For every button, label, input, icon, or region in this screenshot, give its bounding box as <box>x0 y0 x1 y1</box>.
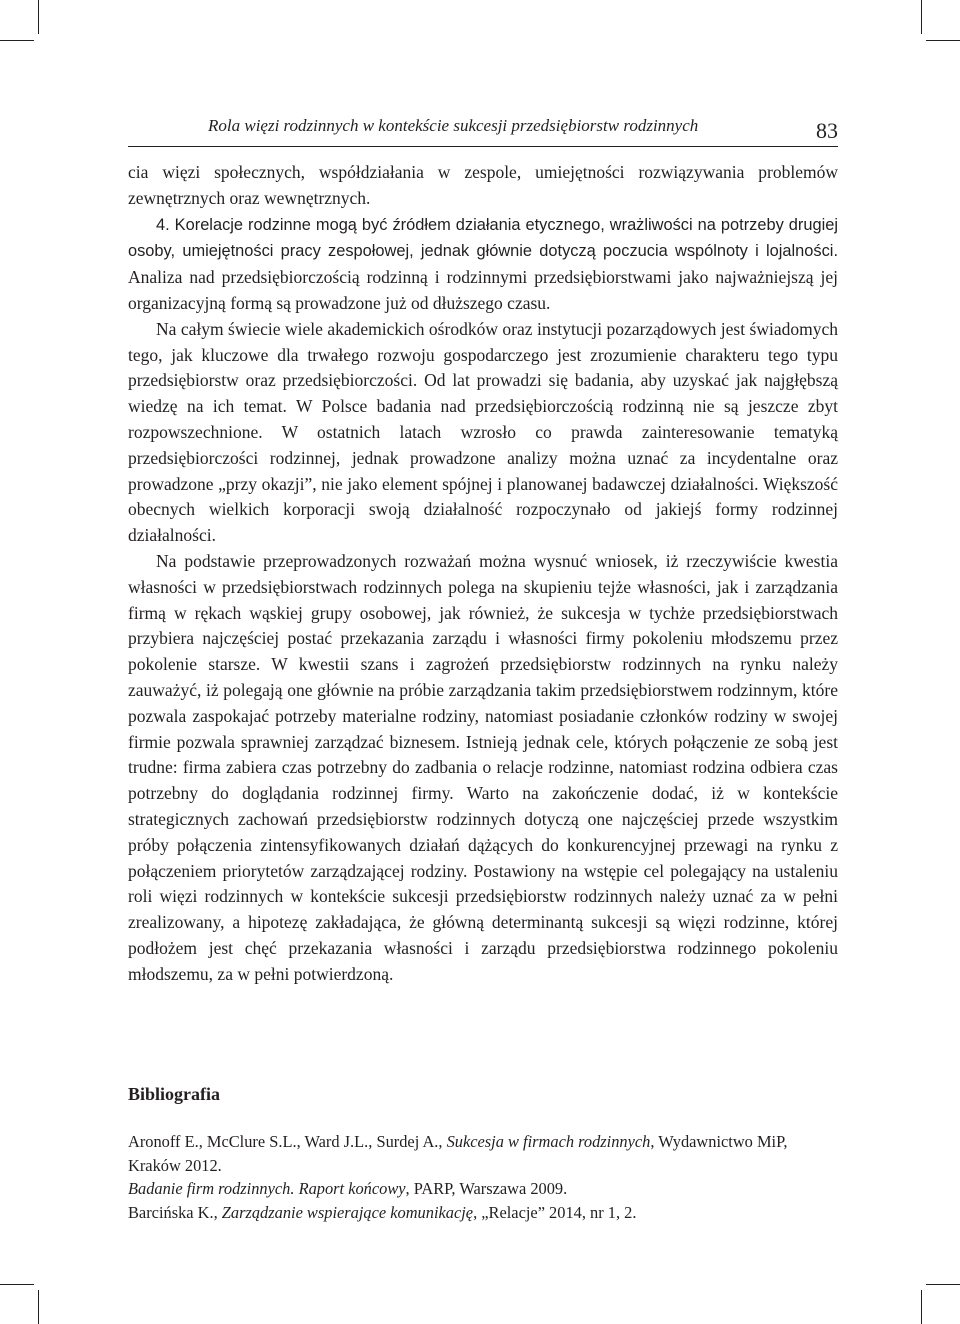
entry-authors: Aronoff E., McClure S.L., Ward J.L., Surdej A., <box>128 1132 447 1151</box>
entry-title: Badanie firm rodzinnych. Raport końcowy <box>128 1179 406 1198</box>
entry-title: Zarządzanie wspierające komunikację <box>221 1202 474 1222</box>
entry-authors: Barcińska K., <box>128 1202 222 1222</box>
body-text <box>128 160 838 988</box>
page-number: 83 <box>816 118 838 143</box>
entry-title: Sukcesja w firmach rodzinnych <box>446 1132 651 1151</box>
crop-mark <box>926 1284 960 1285</box>
bibliography-list <box>128 1130 838 1224</box>
running-head <box>128 114 838 144</box>
crop-mark <box>926 40 960 41</box>
crop-mark <box>0 40 34 41</box>
paragraph: cia więzi społecznych, współdziałania w zespole, umiejętności rozwiązywania problemów zewnętrznych oraz wewnętrznych. <box>128 162 838 208</box>
paragraph: Na całym świecie wiele akademickich ośrodków oraz instytucji pozarządowych jest świadomych tego, jak kluczowe dla trwałego rozwoju gospodarczego jest zrozumienie charakteru tego typu przedsiębiorstw oraz przedsiębiorczości. Od lat prowadzi się badania, aby uzyskać jak najgłębszą wiedzę na ich temat. W Polsce badania nad przedsiębiorczością rodzinną nie są jeszcze zbyt rozpowszechnione. W ostatnich latach wzrosło co prawda zainteresowanie tematyką przedsiębiorczości rodzinnej, jednak prowadzone analizy można uznać za incydentalne oraz prowadzone „przy okazji”, nie jako element spójnej i planowanej badawczej działalności. Większość obecnych wielkich korporacji swoją działalność rozpoczynało od jakiejś formy rodzinnej działalności. <box>128 318 838 546</box>
paragraph-continuation: Analiza nad przedsiębiorczością rodzinną i rodzinnymi przedsiębiorstwami jako najważniejszą jej organizacyjną formą są prowadzone już od dłuższego czasu. <box>128 267 838 313</box>
header-rule <box>128 146 838 147</box>
entry-publisher: , „Relacje” 2014, nr 1, 2. <box>473 1202 637 1222</box>
crop-mark <box>0 1284 34 1285</box>
entry-publisher: , Wydawnictwo MiP, Kraków 2012. <box>128 1132 788 1175</box>
bibliography-heading: Bibliografia <box>128 1084 221 1104</box>
bibliography-entry <box>128 1201 838 1225</box>
bibliography-entry <box>128 1177 838 1201</box>
list-item-text: 4. Korelacje rodzinne mogą być źródłem działania etycznego, wrażliwości na potrzeby drugiej osoby, umiejętności pracy zespołowej, jednak głównie dotyczą poczucia wspólnoty i lojalności. <box>128 215 838 261</box>
paragraph <box>128 212 838 317</box>
bibliography-entry <box>128 1130 838 1177</box>
running-title: Rola więzi rodzinnych w kontekście sukcesji przedsiębiorstw rodzinnych <box>208 116 699 135</box>
entry-publisher: , PARP, Warszawa 2009. <box>405 1179 568 1198</box>
paragraph: Na podstawie przeprowadzonych rozważań można wysnuć wniosek, iż rzeczywiście kwestia własności w przedsiębiorstwach rodzinnych polega na skupieniu tejże własności, jak i zarządzania firmą w rękach wąskiej grupy osobowej, jak również, że sukcesja w tychże przedsiębiorstwach przybiera najczęściej postać przekazania zarządu i własności firmy pokoleniu młodszemu przez pokolenie starsze. W kwestii szans i zagrożeń przedsiębiorstw rodzinnych na rynku należy zauważyć, iż polegają one głównie na próbie zarządzania takim przedsiębiorstwem rodzinnym, które pozwala zaspokajać potrzeby materialne rodziny, natomiast posiadanie członków rodziny w swojej firmie pozwala sprawniej zarządzać biznesem. Istnieją jednak cele, których połączenie ze sobą jest trudne: firma zabiera czas potrzebny do zadbania o relacje rodzinne, natomiast rodzina odbiera czas potrzebny do doglądania rodzinnej firmy. Warto na zakończenie dodać, iż w kontekście strategicznych zachowań przedsiębiorstw rodzinnych dotyczą one najczęściej przede wszystkim próby połączenia zintensyfikowanych działań dążących do konkurencyjnej przewagi na rynku z połączeniem priorytetów zarządzającej rodziny. Postawiony na wstępie cel polegający na ustaleniu roli więzi rodzinnych w kontekście sukcesji przedsiębiorstw rodzinnych należy uznać za w pełni zrealizowany, a hipotezę zakładająca, że główną determinantą sukcesji są więzi rodzinne, której podłożem jest chęć przekazania własności i zarządu przedsiębiorstwa rodzinnego pokoleniu młodszemu, za w pełni potwierdzoną. <box>128 550 838 984</box>
crop-mark <box>38 1290 39 1324</box>
crop-mark <box>921 1290 922 1324</box>
crop-mark <box>38 0 39 34</box>
crop-mark <box>921 0 922 34</box>
